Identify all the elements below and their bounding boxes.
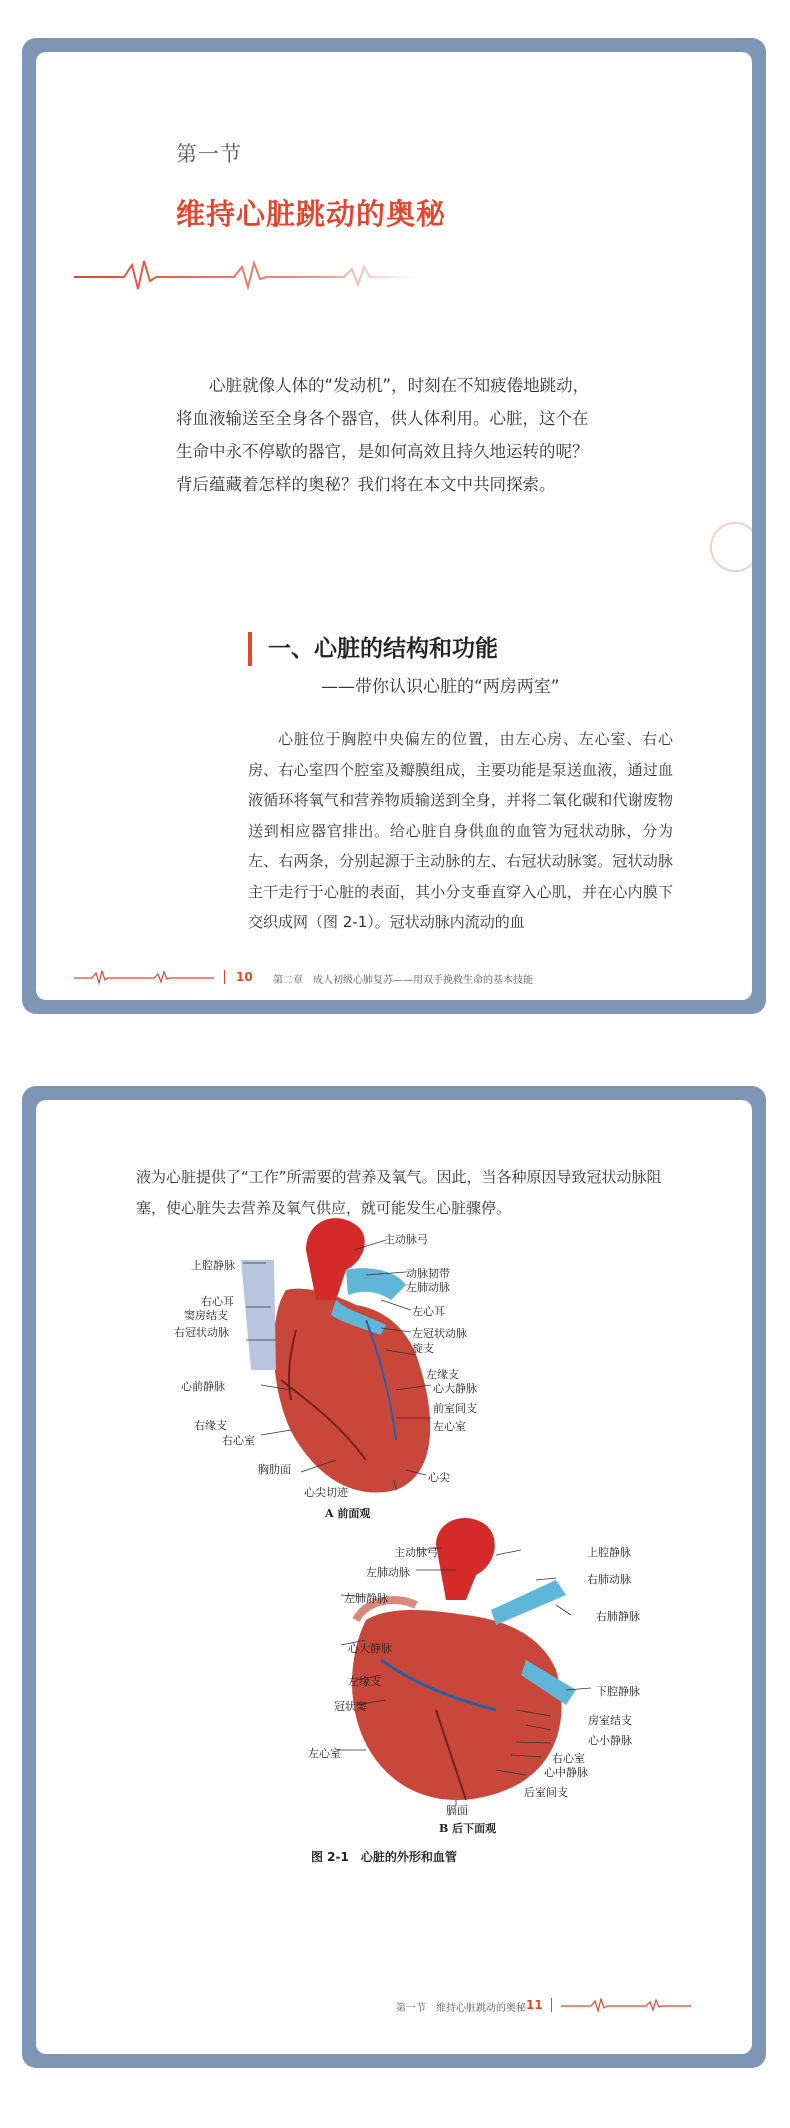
subheading: ——带你认识心脏的“两房两室” bbox=[321, 677, 560, 697]
footer-chapter: 第二章 成人初级心肺复苏——用双手挽救生命的基本技能 bbox=[273, 975, 533, 986]
label-sternocostal: 胸肋面 bbox=[258, 1463, 291, 1476]
page-footer bbox=[396, 1998, 736, 2018]
label-apex-notch: 心尖切迹 bbox=[304, 1486, 348, 1499]
figure-b-caption: B 后下面观 bbox=[439, 1822, 497, 1835]
heartbeat-line-icon bbox=[74, 257, 414, 297]
section-title: 维持心脏跳动的奥秘 bbox=[176, 197, 447, 231]
label-b-middle-cardiac-vein: 心中静脉 bbox=[544, 1766, 588, 1779]
label-b-small-cardiac-vein: 心小静脉 bbox=[588, 1734, 632, 1747]
label-anterior-interventricular: 前室间支 bbox=[433, 1402, 477, 1415]
label-right-marginal: 右缘支 bbox=[194, 1419, 227, 1432]
label-apex: 心尖 bbox=[428, 1471, 450, 1484]
label-b-av-node-branch: 房室结支 bbox=[588, 1714, 632, 1727]
page-10-inner bbox=[36, 52, 752, 1000]
label-left-pulm-artery: 左肺动脉 bbox=[406, 1281, 450, 1294]
label-b-diaphragmatic: 膈面 bbox=[446, 1804, 468, 1817]
label-b-right-pulm-vein: 右肺静脉 bbox=[596, 1610, 640, 1623]
label-left-auricle: 左心耳 bbox=[412, 1305, 445, 1318]
figure-caption: 图 2-1 心脏的外形和血管 bbox=[311, 1850, 457, 1864]
label-right-ventricle: 右心室 bbox=[222, 1434, 255, 1447]
label-b-ivc: 下腔静脉 bbox=[596, 1685, 640, 1698]
heartbeat-footer-icon bbox=[74, 970, 214, 986]
body-paragraph: 心脏位于胸腔中央偏左的位置，由左心房、左心室、右心房、右心室四个腔室及瓣膜组成，主要功能是泵送血液，通过血液循环将氧气和营养物质输送到全身，并将二氧化碳和代谢废物送到相应器官排出。给心脏自身供血的血管为冠状动脉，分为左、右两条，分别起源于主动脉的左、右冠状动脉窦。冠状动脉主干走行于心脏的表面，其小分支垂直穿入心肌，并在心内膜下交织成网（图 2-1）。冠状动脉内流动的血 bbox=[248, 730, 673, 931]
label-svc: 上腔静脉 bbox=[191, 1259, 235, 1272]
page-footer bbox=[74, 970, 674, 990]
heart-figure bbox=[36, 1100, 752, 2040]
label-b-left-pulm-vein: 左肺静脉 bbox=[344, 1592, 388, 1605]
page-10 bbox=[22, 38, 766, 1014]
label-left-coronary: 左冠状动脉 bbox=[412, 1327, 467, 1340]
heartbeat-footer-icon bbox=[561, 1998, 691, 2014]
label-b-aortic-arch: 主动脉弓 bbox=[394, 1546, 438, 1559]
label-b-right-pulm-artery: 右肺动脉 bbox=[587, 1573, 631, 1586]
label-left-ventricle: 左心室 bbox=[433, 1420, 466, 1433]
label-right-auricle: 右心耳 bbox=[201, 1295, 234, 1308]
heading-accent-bar bbox=[248, 632, 252, 666]
label-anterior-cardiac-vein: 心前静脉 bbox=[181, 1380, 225, 1393]
page-11 bbox=[22, 1086, 766, 2068]
page-number: 10 bbox=[236, 970, 253, 984]
section-number: 第一节 bbox=[176, 142, 242, 166]
page-number: 11 bbox=[526, 1998, 543, 2012]
page-11-inner bbox=[36, 1100, 752, 2054]
label-b-posterior-interventricular: 后室间支 bbox=[524, 1786, 568, 1799]
footer-separator bbox=[551, 1998, 552, 2012]
figure-a-caption: A 前面观 bbox=[325, 1507, 371, 1520]
heading: 一、心脏的结构和功能 bbox=[268, 636, 498, 662]
intro-paragraph: 心脏就像人体的“发动机”，时刻在不知疲倦地跳动，将血液输送至全身各个器官，供人体利用。心脏，这个在生命中永不停歇的器官，是如何高效且持久地运转的呢？背后蕴藏着怎样的奥秘？我们将在本文中共同探索。 bbox=[176, 376, 590, 494]
label-aortic-arch: 主动脉弓 bbox=[384, 1233, 428, 1246]
label-great-cardiac-vein: 心大静脉 bbox=[433, 1382, 477, 1395]
label-b-left-pulm-artery: 左肺动脉 bbox=[366, 1566, 410, 1579]
footer-separator bbox=[224, 970, 225, 984]
label-circumflex: 旋支 bbox=[412, 1342, 434, 1355]
label-left-marginal: 左缘支 bbox=[426, 1368, 459, 1381]
decorative-circle-icon bbox=[710, 522, 752, 572]
footer-section: 第一节 维持心脏跳动的奥秘 bbox=[396, 2003, 526, 2014]
label-b-right-ventricle: 右心室 bbox=[552, 1752, 585, 1765]
label-right-coronary: 右冠状动脉 bbox=[174, 1326, 229, 1339]
label-b-left-marginal: 左缘支 bbox=[348, 1675, 381, 1688]
label-ligamentum: 动脉韧带 bbox=[406, 1267, 450, 1280]
label-b-svc: 上腔静脉 bbox=[587, 1546, 631, 1559]
body-paragraph: 液为心脏提供了“工作”所需要的营养及氧气。因此，当各种原因导致冠状动脉阻塞，使心脏失去营养及氧气供应，就可能发生心脏骤停。 bbox=[136, 1168, 662, 1217]
label-b-left-ventricle: 左心室 bbox=[308, 1747, 341, 1760]
label-b-great-cardiac-vein: 心大静脉 bbox=[348, 1642, 392, 1655]
label-sa-node-branch: 窦房结支 bbox=[184, 1309, 228, 1322]
label-b-coronary-sinus: 冠状窦 bbox=[334, 1700, 367, 1713]
